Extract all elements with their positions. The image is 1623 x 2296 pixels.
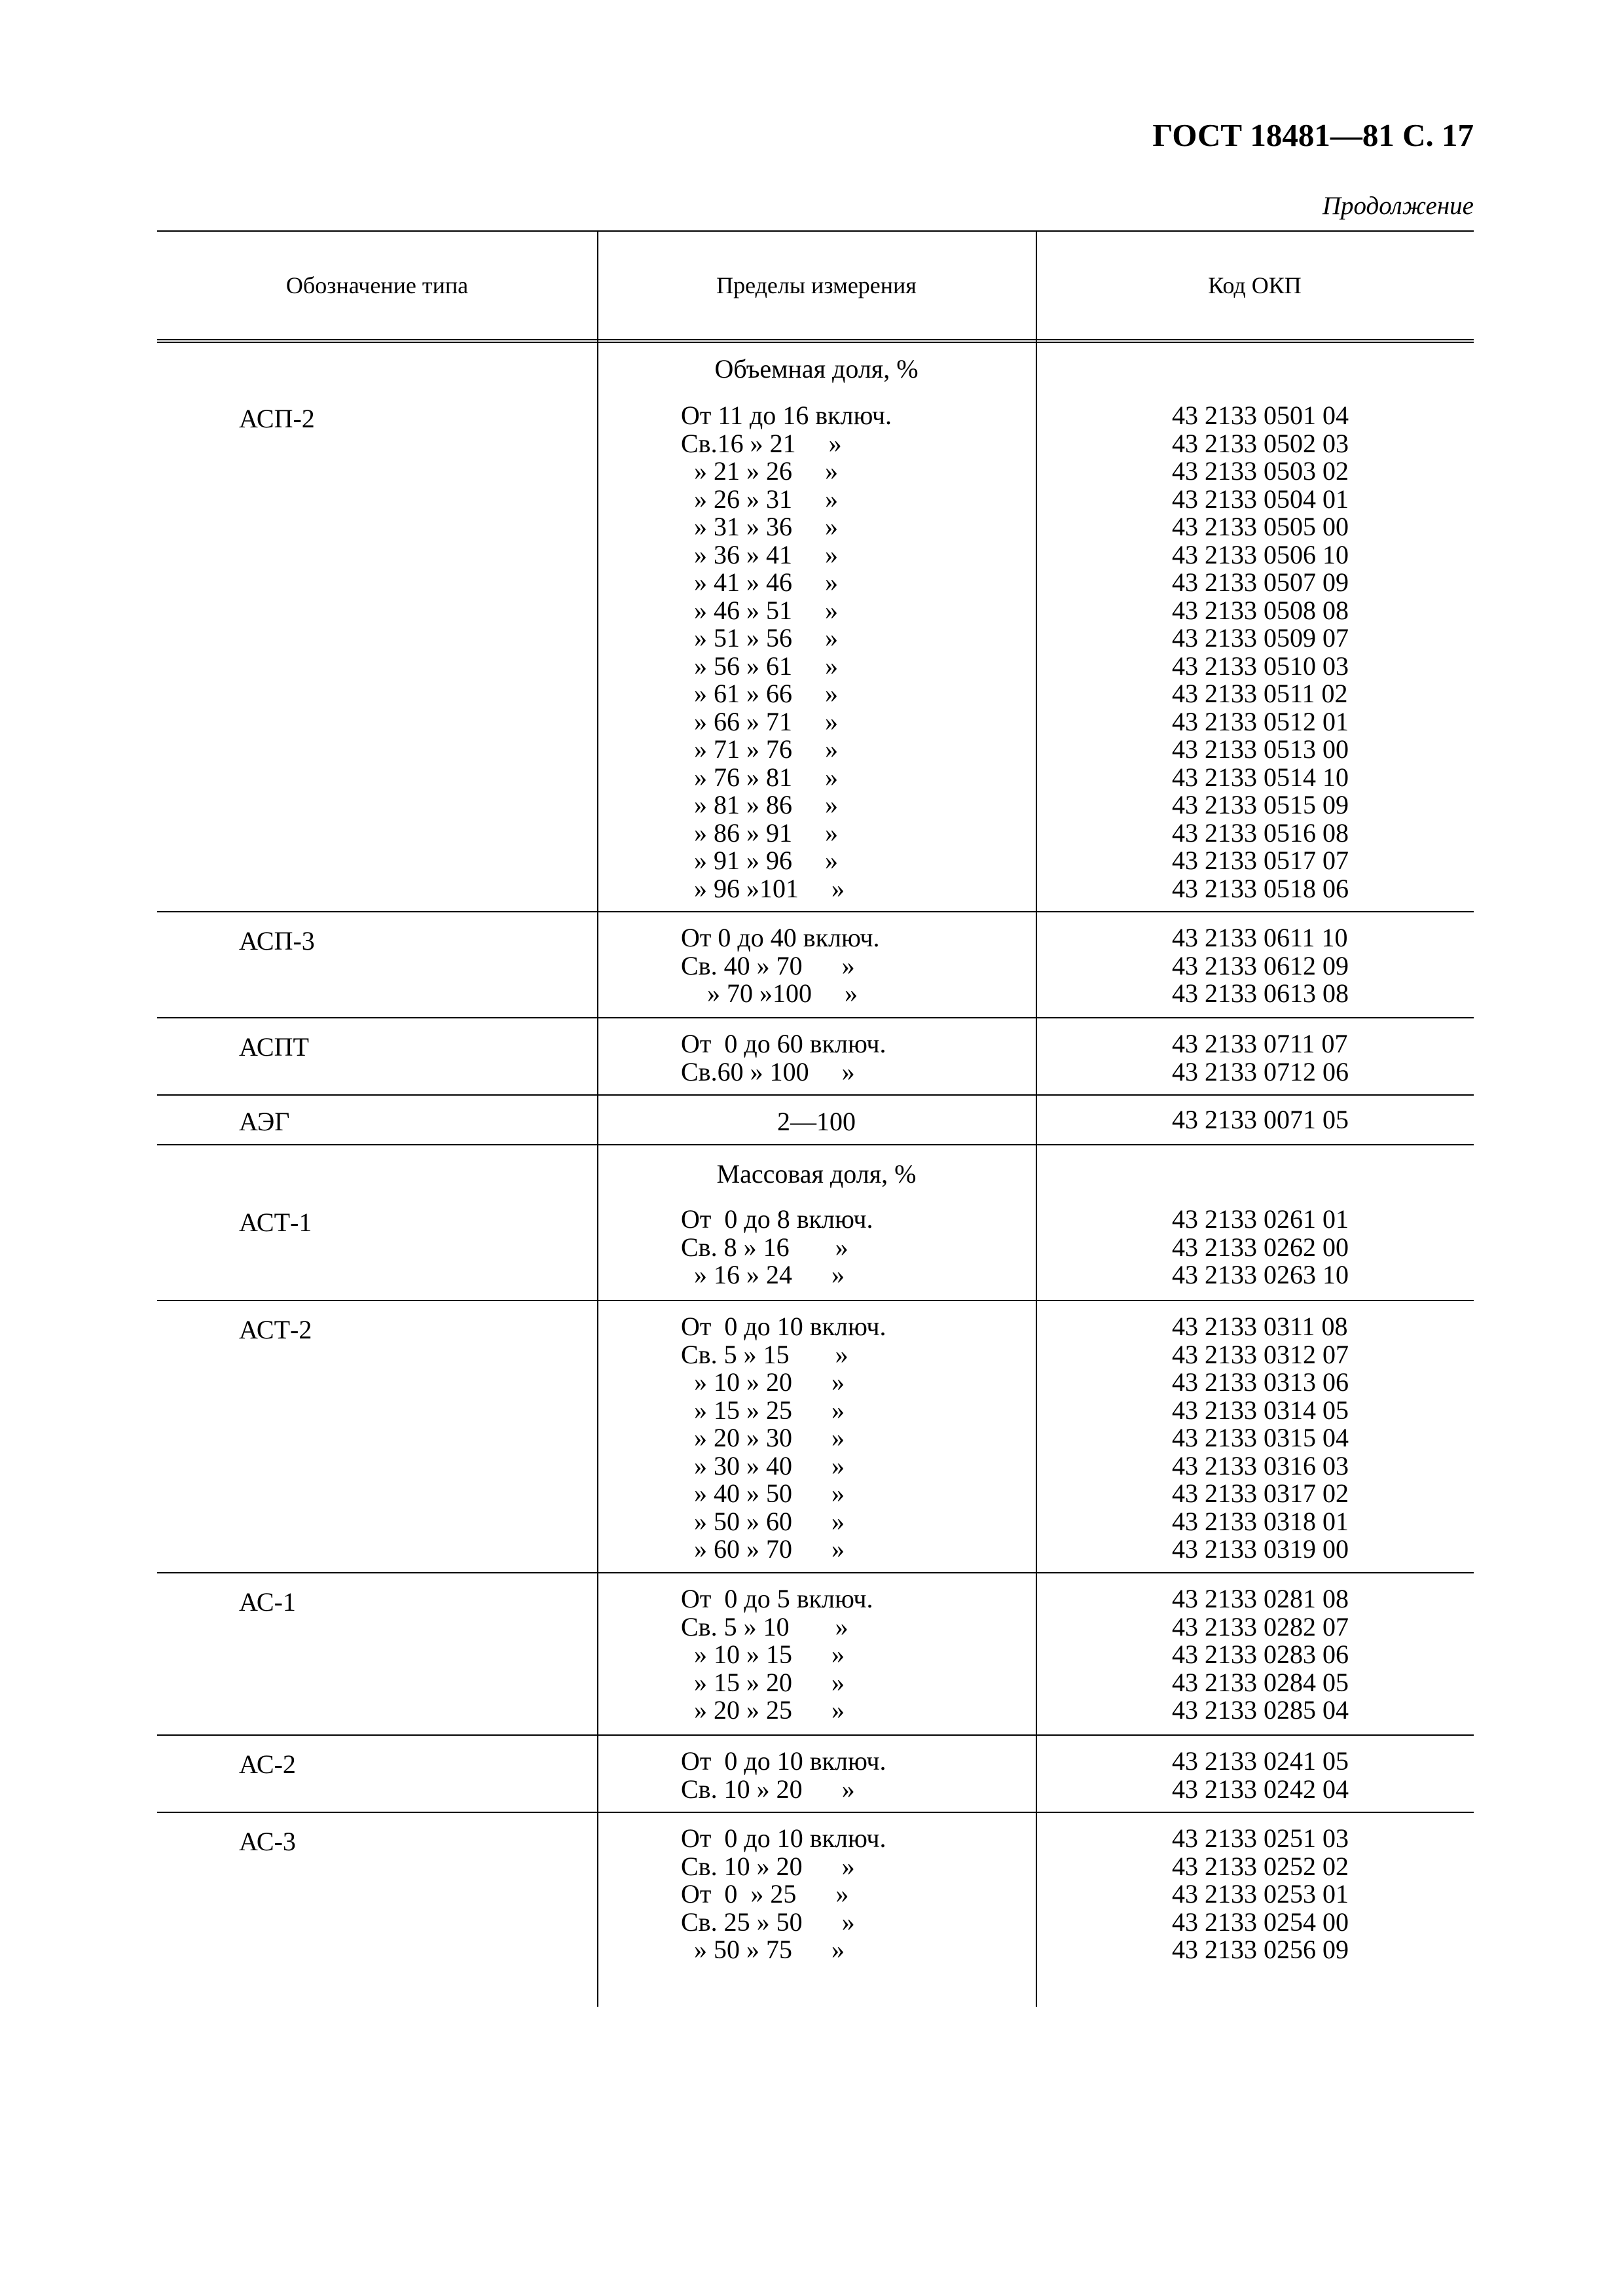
ranges-cell: От 0 до 60 включ. Св.60 » 100 » — [681, 1029, 886, 1086]
okp-code-table — [157, 230, 1474, 2000]
codes-cell: 43 2133 0241 05 43 2133 0242 04 — [1172, 1746, 1349, 1804]
ranges-cell: От 0 до 8 включ. Св. 8 » 16 » » 16 » 24 » — [681, 1204, 873, 1289]
table-row — [157, 1018, 1474, 1096]
type-cell: АС-1 — [239, 1587, 296, 1617]
table-row — [157, 1096, 1474, 1145]
type-cell: АСТ-1 — [239, 1208, 312, 1237]
codes-cell: 43 2133 0261 01 43 2133 0262 00 43 2133 0263 10 — [1172, 1204, 1349, 1289]
ranges-cell: От 0 до 5 включ. Св. 5 » 10 » » 10 » 15 » » 15 » 20 » » 20 » 25 » — [681, 1584, 873, 1725]
type-cell: АСПТ — [239, 1032, 309, 1062]
type-cell: АС-2 — [239, 1749, 296, 1779]
type-cell: АСП-2 — [239, 404, 315, 433]
codes-cell: 43 2133 0281 08 43 2133 0282 07 43 2133 0283 06 43 2133 0284 05 43 2133 0285 04 — [1172, 1584, 1349, 1725]
table-header — [157, 232, 1474, 343]
column-header-type: Обозначение типа — [285, 272, 469, 298]
table-row — [157, 1736, 1474, 1813]
ranges-cell: От 11 до 16 включ. Св.16 » 21 » » 21 » 26 » » 26 » 31 » » 31 » 36 » » 36 » 41 » » 41 » 46 » » 46 » 51 » » 51 » 56 » » 56 » 61 » » 61 » 66 » » 66 » 71 » » 71 » 76 » » 76 » 81 » » 81 » 86 » » 86 » 91 » » 91 » 96 » » 96 »101 » — [681, 401, 892, 903]
type-cell: АСТ-2 — [239, 1315, 312, 1344]
codes-cell: 43 2133 0311 08 43 2133 0312 07 43 2133 0313 06 43 2133 0314 05 43 2133 0315 04 43 2133 0316 03 43 2133 0317 02 43 2133 0318 01 43 2133 0319 00 — [1172, 1312, 1349, 1564]
table-row — [157, 1573, 1474, 1736]
table-row — [157, 1145, 1474, 1301]
column-header-ranges: Пределы измерения — [716, 272, 917, 298]
section-title-mass: Массовая доля, % — [716, 1159, 917, 1189]
table-row — [157, 343, 1474, 912]
codes-cell: 43 2133 0071 05 — [1172, 1105, 1349, 1134]
codes-cell: 43 2133 0501 04 43 2133 0502 03 43 2133 0503 02 43 2133 0504 01 43 2133 0505 00 43 2133 0506 10 43 2133 0507 09 43 2133 0508 08 43 2133 0509 07 43 2133 0510 03 43 2133 0511 02 43 2133 0512 01 43 2133 0513 00 43 2133 0514 10 43 2133 0515 09 43 2133 0516 08 43 2133 0517 07 43 2133 0518 06 — [1172, 401, 1349, 903]
codes-cell: 43 2133 0711 07 43 2133 0712 06 — [1172, 1029, 1349, 1086]
ranges-cell: От 0 до 10 включ. Св. 10 » 20 » — [681, 1746, 886, 1804]
type-cell: АЭГ — [239, 1107, 290, 1136]
type-cell: АС-3 — [239, 1827, 296, 1856]
column-header-code: Код ОКП — [1208, 272, 1302, 298]
ranges-cell: От 0 до 10 включ. Св. 5 » 15 » » 10 » 20 » » 15 » 25 » » 20 » 30 » » 30 » 40 » » 40 » 50 » » 50 » 60 » » 60 » 70 » — [681, 1312, 886, 1564]
codes-cell: 43 2133 0251 03 43 2133 0252 02 43 2133 0253 01 43 2133 0254 00 43 2133 0256 09 — [1172, 1823, 1349, 1964]
type-cell: АСП-3 — [239, 926, 315, 956]
page-title: ГОСТ 18481—81 С. 17 — [1152, 117, 1474, 153]
table-row — [157, 1813, 1474, 2000]
codes-cell: 43 2133 0611 10 43 2133 0612 09 43 2133 0613 08 — [1172, 923, 1349, 1008]
ranges-cell: От 0 до 10 включ. Св. 10 » 20 » От 0 » 25 » Св. 25 » 50 » » 50 » 75 » — [681, 1823, 886, 1964]
table-row — [157, 1301, 1474, 1573]
table-row — [157, 912, 1474, 1018]
section-title-volume: Объемная доля, % — [714, 354, 919, 384]
ranges-cell: От 0 до 40 включ. Св. 40 » 70 » » 70 »100 » — [681, 923, 880, 1008]
ranges-cell: 2—100 — [777, 1107, 856, 1136]
continuation-label: Продолжение — [1322, 192, 1474, 220]
